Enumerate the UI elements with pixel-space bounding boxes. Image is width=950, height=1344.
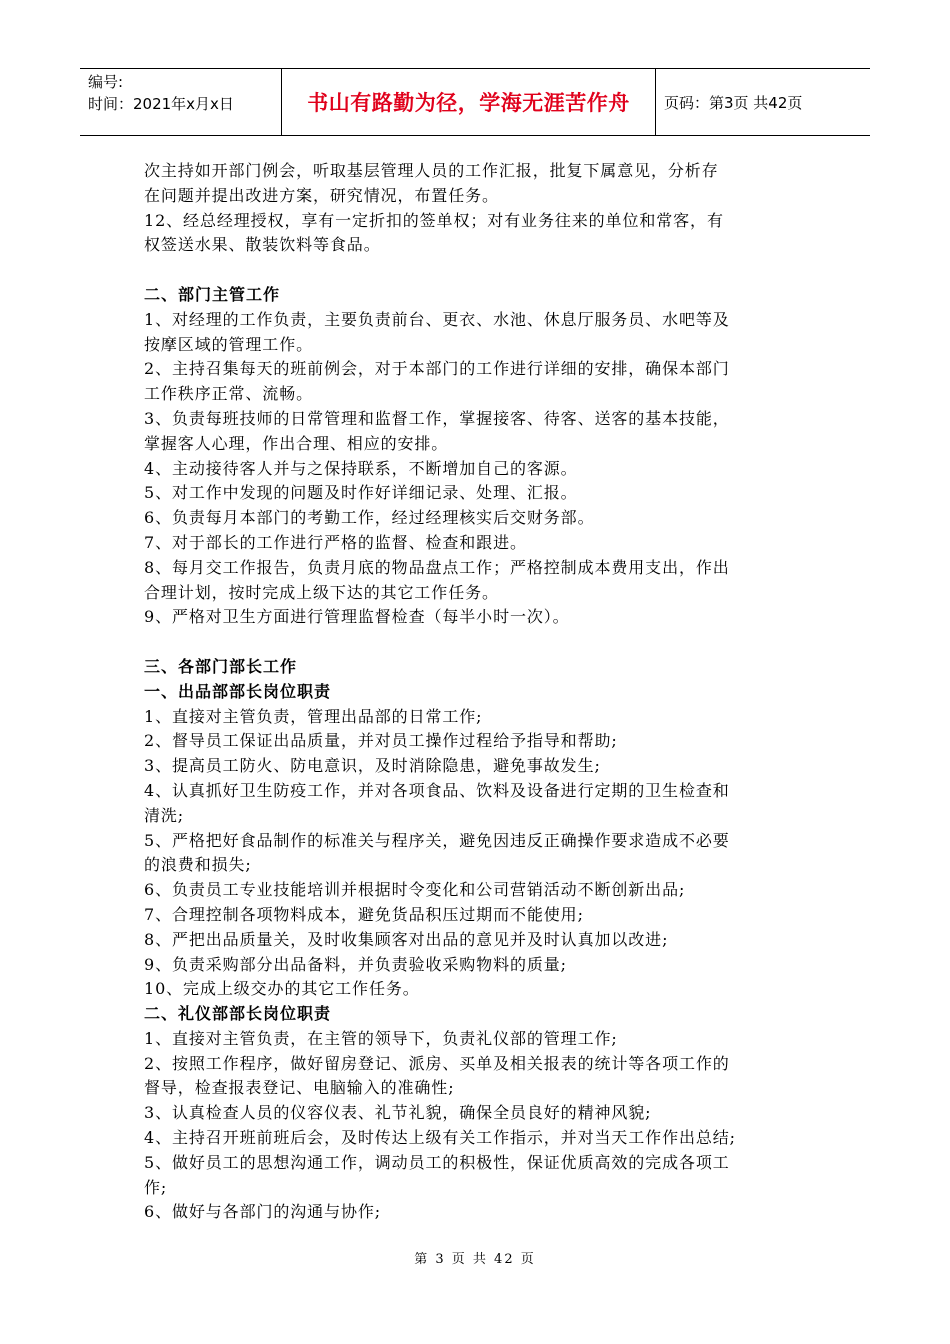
text-line: 2、督导员工保证出品质量，并对员工操作过程给予指导和帮助; <box>144 731 618 751</box>
text-line: 4、主动接待客人并与之保持联系，不断增加自己的客源。 <box>144 458 578 478</box>
text-line: 10、完成上级交办的其它工作任务。 <box>144 979 420 999</box>
document-number-label: 编号: <box>88 73 124 91</box>
text-line: 4、主持召开班前班后会，及时传达上级有关工作指示，并对当天工作作出总结; <box>144 1128 736 1148</box>
section-heading: 二、部门主管工作 <box>144 284 281 304</box>
page-footer <box>0 1248 950 1267</box>
text-line: 权签送水果、散装饮料等食品。 <box>144 235 381 255</box>
text-line: 7、对于部长的工作进行严格的监督、检查和跟进。 <box>144 532 527 552</box>
text-line: 按摩区域的管理工作。 <box>144 334 314 354</box>
text-line: 1、直接对主管负责，管理出品部的日常工作; <box>144 706 483 726</box>
text-line: 8、严把出品质量关，及时收集顾客对出品的意见并及时认真加以改进; <box>144 929 669 949</box>
text-line: 的浪费和损失; <box>144 855 252 875</box>
text-line: 3、认真检查人员的仪容仪表、礼节礼貌，确保全员良好的精神风貌; <box>144 1103 652 1123</box>
text-line: 4、认真抓好卫生防疫工作，并对各项食品、饮料及设备进行定期的卫生检查和 <box>144 780 730 800</box>
header-page-info: 页码：第3页 共42页 <box>664 93 803 112</box>
text-line: 3、负责每班技师的日常管理和监督工作，掌握接客、待客、送客的基本技能， <box>144 408 730 428</box>
text-line: 合理计划，按时完成上级下达的其它工作任务。 <box>144 582 499 602</box>
header-page-cell <box>656 69 870 135</box>
section-heading: 二、礼仪部部长岗位职责 <box>144 1004 332 1024</box>
header-motto: 书山有路勤为径，学海无涯苦作舟 <box>307 91 630 115</box>
text-line: 5、严格把好食品制作的标准关与程序关，避免因违反正确操作要求造成不必要 <box>144 830 730 850</box>
blank-line <box>144 630 810 655</box>
section-heading: 一、出品部部长岗位职责 <box>144 681 332 701</box>
text-line: 8、每月交工作报告，负责月底的物品盘点工作；严格控制成本费用支出，作出 <box>144 557 730 577</box>
text-line: 督导，检查报表登记、电脑输入的准确性; <box>144 1078 455 1098</box>
footer-page-number: 第 3 页 共 42 页 <box>414 1252 536 1267</box>
section-heading: 三、各部门部长工作 <box>144 656 298 676</box>
text-line: 7、合理控制各项物料成本，避免货品积压过期而不能使用; <box>144 904 584 924</box>
text-line: 2、主持召集每天的班前例会，对于本部门的工作进行详细的安排，确保本部门 <box>144 359 730 379</box>
text-line: 1、对经理的工作负责，主要负责前台、更衣、水池、休息厅服务员、水吧等及 <box>144 309 730 329</box>
text-line: 5、做好员工的思想沟通工作，调动员工的积极性，保证优质高效的完成各项工 <box>144 1152 730 1172</box>
text-line: 6、负责员工专业技能培训并根据时令变化和公司营销活动不断创新出品; <box>144 880 686 900</box>
text-line: 次主持如开部门例会，听取基层管理人员的工作汇报，批复下属意见，分析存 <box>144 161 719 180</box>
text-line: 9、负责采购部分出品备料，并负责验收采购物料的质量; <box>144 954 567 974</box>
page-header <box>80 68 870 136</box>
text-line: 在问题并提出改进方案，研究情况，布置任务。 <box>144 185 499 205</box>
text-line: 工作秩序正常、流畅。 <box>144 384 314 404</box>
text-line: 5、对工作中发现的问题及时作好详细记录、处理、汇报。 <box>144 483 578 503</box>
text-line: 3、提高员工防火、防电意识，及时消除隐患，避免事故发生; <box>144 756 601 776</box>
text-line: 1、直接对主管负责，在主管的领导下，负责礼仪部的管理工作; <box>144 1028 618 1048</box>
text-line: 12、经总经理授权，享有一定折扣的签单权；对有业务往来的单位和常客，有 <box>144 210 724 230</box>
text-line: 2、按照工作程序，做好留房登记、派房、买单及相关报表的统计等各项工作的 <box>144 1053 730 1073</box>
text-line: 6、负责每月本部门的考勤工作，经过经理核实后交财务部。 <box>144 508 595 528</box>
blank-line <box>144 258 810 283</box>
text-line: 6、做好与各部门的沟通与协作; <box>144 1202 382 1222</box>
header-motto-cell <box>282 69 656 135</box>
document-time-label: 时间：2021年x月x日 <box>88 95 234 113</box>
text-line: 掌握客人心理，作出合理、相应的安排。 <box>144 433 449 453</box>
text-line: 作; <box>144 1177 168 1197</box>
document-body <box>144 159 810 1225</box>
header-meta-cell <box>80 69 282 135</box>
text-line: 9、严格对卫生方面进行管理监督检查（每半小时一次）。 <box>144 607 570 627</box>
text-line: 清洗; <box>144 805 185 825</box>
